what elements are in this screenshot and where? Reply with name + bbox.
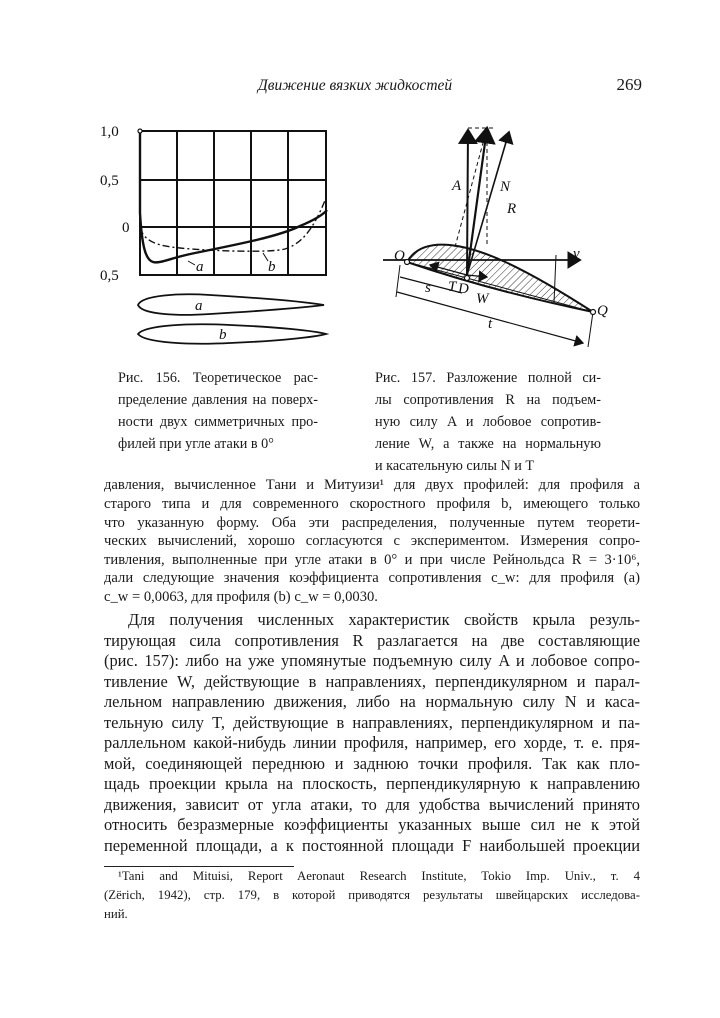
profile-b [138, 324, 326, 343]
text-line: тельную силу T, действующие в направлениях, перпендикулярном и па- [104, 713, 640, 732]
profile-label-a: a [195, 298, 203, 314]
caption-line: ную силу A и лобовое сопротив- [375, 414, 601, 430]
curve-b [140, 198, 326, 251]
label-O: O [394, 248, 405, 264]
text-line: что указанную форму. Оба эти распределения, полученные путем теорети- [104, 515, 640, 531]
label-t: t [488, 316, 493, 332]
point-O [405, 260, 410, 265]
plot-frame [140, 131, 326, 275]
text-line: Для получения численных характеристик свойств крыла резуль- [128, 610, 640, 629]
caption-line: пределение давления на поверх- [118, 392, 318, 408]
text-line: давления, вычисленное Тани и Митуизи¹ для двух профилей: для профиля a [104, 477, 640, 493]
point-Q [591, 310, 596, 315]
curve-a [140, 131, 327, 262]
text-line: движения, зависит от угла атаки, то для удобства вычислений принято [104, 795, 640, 814]
label-Q: Q [597, 303, 608, 319]
label-W: W [476, 291, 489, 307]
point-D [465, 276, 470, 281]
text-line: относить безразмерные коэффициенты указанных выше сил не к этой [104, 815, 640, 834]
text-line: тивления, выполненные при угле атаки в 0° и при числе Рейнольдса R = 3·10⁶, [104, 552, 640, 568]
caption-line: Рис. 157. Разложение полной си- [375, 370, 601, 386]
caption-line: Рис. 156. Теоретическое рас- [118, 370, 318, 386]
text-line: ческих вычислений, хорошо согласуются с экспериментом. Измерения сопро- [104, 533, 640, 549]
force-arrow-N [467, 132, 509, 275]
figure-156-pressure-distribution [100, 118, 340, 353]
label-R: R [507, 201, 517, 217]
y-tick-label: 0,5 [100, 173, 119, 189]
footnote-divider [104, 866, 294, 867]
text-line: мой, соединяющей переднюю и заднюю точки профиля. Так как пло- [104, 754, 640, 773]
y-tick-label: 1,0 [100, 124, 119, 140]
curve-label-a: a [196, 259, 204, 275]
footnote-line: ний. [104, 907, 128, 921]
force-arrow-A [467, 130, 468, 275]
label-A: A [452, 178, 462, 194]
text-line: раллельном какой-нибудь линии профиля, например, его хорде, т. е. пря- [104, 733, 640, 752]
text-line: щадь проекции крыла на плоскость, перпендикулярную к направлению [104, 774, 640, 793]
label-T: T [448, 279, 457, 295]
origin-marker [138, 129, 142, 133]
caption-line: ление W, а также на нормальную [375, 436, 601, 452]
caption-line: филей при угле атаки в 0° [118, 436, 274, 452]
text-line: старого типа и для современного скоростного профиля b, имеющего только [104, 496, 640, 512]
text-line: переменной площади, а к постоянной площади F наибольшей проекции [104, 836, 640, 855]
text-line: тивление W, действующие в направлениях, перпендикулярном и парал- [104, 672, 640, 691]
y-tick-label: 0 [122, 220, 130, 236]
text-line: c_w = 0,0063, для профиля (b) c_w = 0,0030. [104, 589, 378, 605]
figure-157-force-decomposition [370, 115, 620, 355]
running-header: Движение вязких жидкостей [257, 77, 453, 94]
page-number: 269 [616, 75, 642, 94]
text-line: дали следующие значения коэффициента сопротивления c_w: для профиля (a) [104, 570, 640, 586]
caption-line: ности двух симметричных про- [118, 414, 318, 430]
curve-label-b: b [268, 259, 276, 275]
extension-line [588, 312, 593, 347]
profile-label-b: b [219, 327, 227, 343]
label-s: s [425, 280, 431, 296]
footnote-line: (Zërich, 1942), стр. 179, в которой приводятся результаты швейцарских исследова- [104, 888, 640, 902]
label-v: v [573, 246, 580, 262]
profile-a [138, 294, 324, 315]
caption-line: и касательную силы N и T [375, 458, 535, 474]
text-line: (рис. 157): либо на уже упомянутые подъемную силу A и лобовое сопро- [104, 651, 640, 670]
text-line: лельном направлению движения, либо на нормальную силу N и каса- [104, 692, 640, 711]
label-D: D [458, 281, 469, 297]
label-leader-a [188, 261, 195, 265]
y-tick-label: 0,5 [100, 268, 119, 284]
text-line: тирующая сила сопротивления R разлагается на две составляющие [104, 631, 640, 650]
caption-line: лы сопротивления R на подъем- [375, 392, 601, 408]
label-N: N [500, 179, 511, 195]
footnote-line: ¹Tani and Mituisi, Report Aeronaut Research Institute, Tokio Imp. Univ., т. 4 [118, 869, 640, 883]
